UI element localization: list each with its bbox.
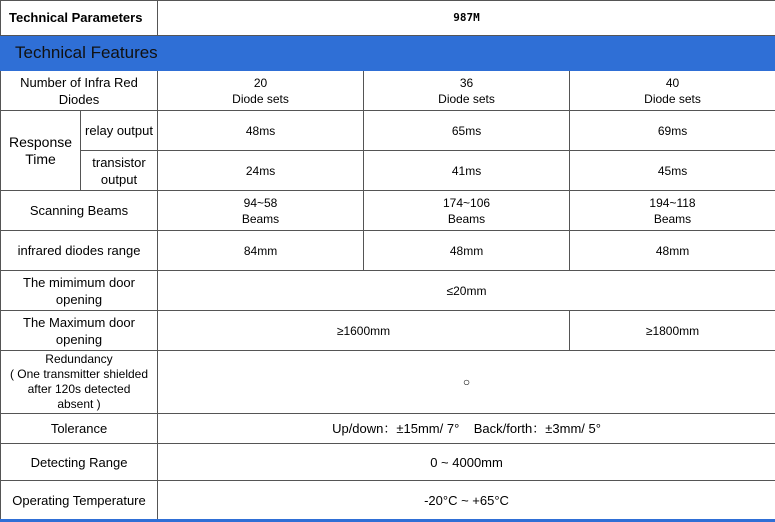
transistor-value-1: 24ms: [158, 151, 364, 191]
relay-output-label: relay output: [81, 111, 158, 151]
diodes-value-20: 20 Diode sets: [158, 71, 364, 111]
beams-value-1: 94~58 Beams: [158, 191, 364, 231]
range-value-1: 84mm: [158, 231, 364, 271]
response-time-label: Response Time: [1, 111, 81, 191]
table-row: [1, 71, 775, 111]
max-door-value-b: ≥1800mm: [570, 311, 775, 351]
beams-value-2: 174~106 Beams: [364, 191, 570, 231]
diodes-range-label: infrared diodes range: [1, 231, 158, 271]
table-row: [1, 414, 775, 444]
range-value-2: 48mm: [364, 231, 570, 271]
operating-temperature-value: -20°C ~ +65°C: [158, 481, 775, 521]
model-number: 987M: [158, 1, 775, 36]
diodes-value-40: 40 Diode sets: [570, 71, 775, 111]
banner-row: [1, 36, 775, 71]
table-row: [1, 444, 775, 481]
table-row: [1, 151, 775, 191]
max-door-value-a: ≥1600mm: [158, 311, 570, 351]
diodes-value-36: 36 Diode sets: [364, 71, 570, 111]
table-row: [1, 271, 775, 311]
redundancy-circle-icon: ○: [158, 351, 775, 414]
transistor-output-label: transistor output: [81, 151, 158, 191]
table-row: [1, 351, 775, 414]
tolerance-label: Tolerance: [1, 414, 158, 444]
table-row: [1, 111, 775, 151]
scanning-beams-label: Scanning Beams: [1, 191, 158, 231]
detecting-range-label: Detecting Range: [1, 444, 158, 481]
table-title: Technical Parameters: [1, 1, 158, 36]
relay-value-3: 69ms: [570, 111, 775, 151]
relay-value-1: 48ms: [158, 111, 364, 151]
header-row: [1, 1, 775, 36]
relay-value-2: 65ms: [364, 111, 570, 151]
range-value-3: 48mm: [570, 231, 775, 271]
section-banner: Technical Features: [1, 36, 775, 71]
max-door-label: The Maximum door opening: [1, 311, 158, 351]
beams-value-3: 194~118 Beams: [570, 191, 775, 231]
min-door-label: The mimimum door opening: [1, 271, 158, 311]
transistor-value-2: 41ms: [364, 151, 570, 191]
table-row: [1, 311, 775, 351]
detecting-range-value: 0 ~ 4000mm: [158, 444, 775, 481]
transistor-value-3: 45ms: [570, 151, 775, 191]
table-row: [1, 191, 775, 231]
table-row: [1, 231, 775, 271]
table-row: [1, 481, 775, 521]
min-door-value: ≤20mm: [158, 271, 775, 311]
operating-temperature-label: Operating Temperature: [1, 481, 158, 521]
diodes-label: Number of Infra Red Diodes: [1, 71, 158, 111]
tolerance-value: Up/down：±15mm/ 7° Back/forth：±3mm/ 5°: [158, 414, 775, 444]
redundancy-label: Redundancy ( One transmitter shielded after 120s detected absent ): [1, 351, 158, 414]
